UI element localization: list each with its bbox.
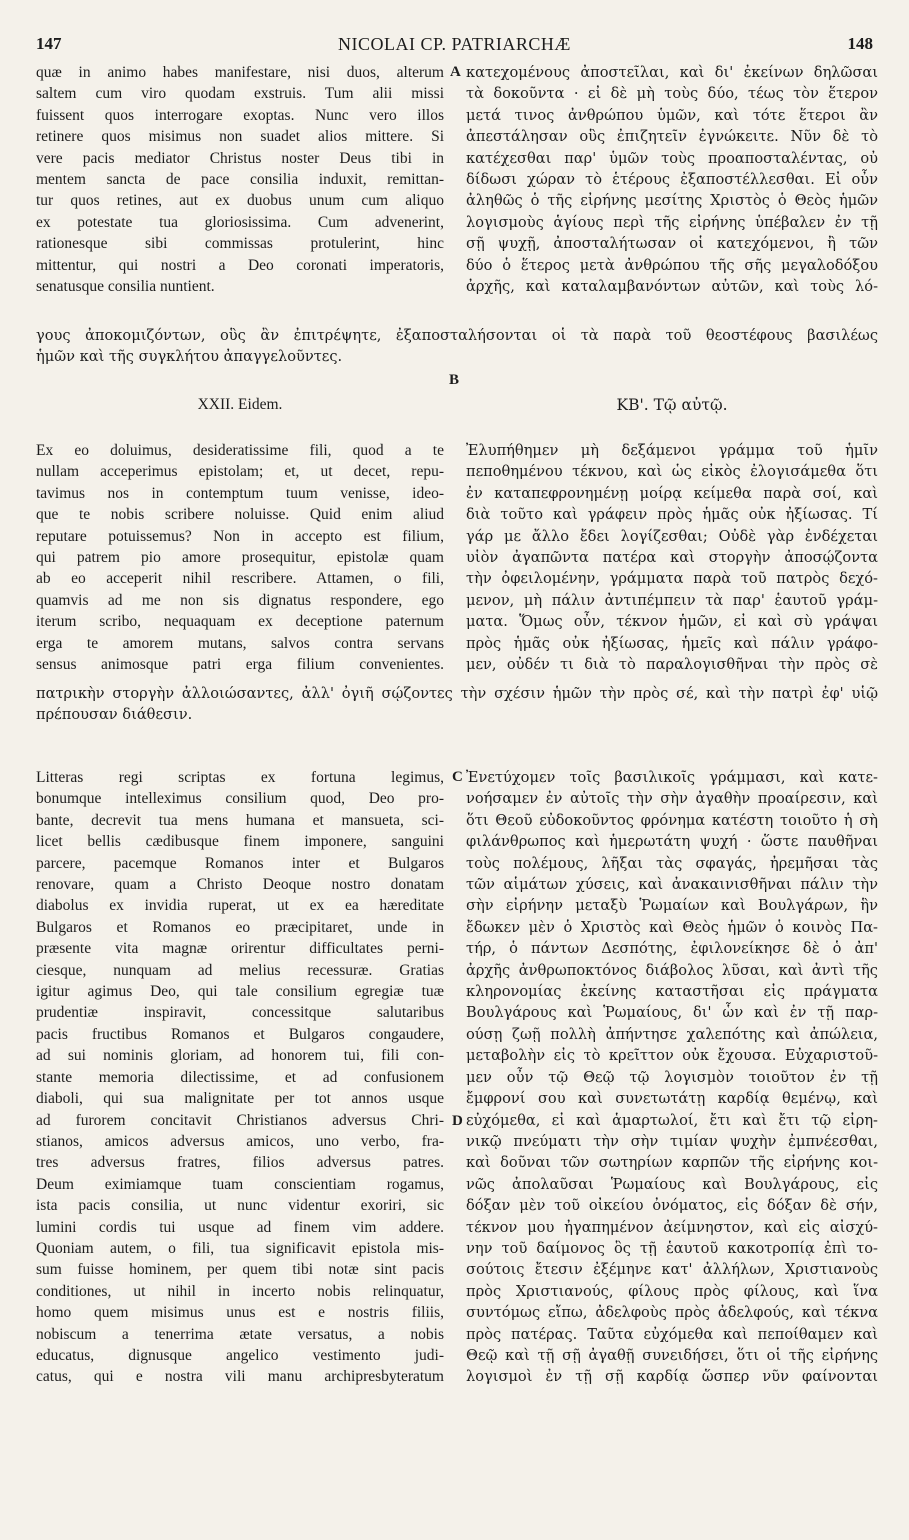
text-line: renovare, quam a Christo Deoque nostro donatam — [36, 876, 444, 894]
text-line: ἔμφρονί σου καὶ συνετωτάτῃ καρδίᾳ θεμένῳ, καὶ — [466, 1090, 878, 1108]
text-line: iterum scribo, nequaquam ex deceptione paternum — [36, 613, 444, 631]
text-line: educatus, dignusque angelico vestimento judi- — [36, 1346, 444, 1364]
text-line: μεν οὖν τῷ Θεῷ τῷ λογισμὸν τοιοῦτον ἐν τῇ — [466, 1068, 878, 1086]
text-line: κατεχομένους ἀποστεῖλαι, καὶ δι' ἐκείνων δηλῶσαι — [466, 64, 878, 81]
text-line: Quoniam autem, o fili, tua significavit epistola mis- — [36, 1239, 444, 1257]
text-line: senatusque consilia nuntient. — [36, 278, 215, 296]
text-line: πατρικὴν στοργὴν ἀλλοιώσαντες, ἀλλ' ὀγιῆ σῴζοντες τὴν σχέσιν ἡμῶν τὴν πρὸς σέ, καὶ τὴν πατρὶ ἐφ' υἱῷ — [36, 685, 878, 702]
text-line: ἀληθῶς ὁ τῆς εἰρήνης μεσίτης Χριστὸς ὁ Θεὸς ἡμῶν — [466, 192, 878, 210]
text-line: λογισμοὺς ἁγίους περὶ τῆς εἰρήνης ὑπέβαλεν ἐν τῇ — [466, 213, 878, 231]
text-line: bante, decrevit tua mens humana et mansueta, sci- — [36, 811, 444, 829]
margin-marker-c: C — [452, 769, 463, 785]
latin-column-block-3 — [36, 767, 444, 1388]
text-line: tres adversus fratres, filios adversus patres. — [36, 1154, 444, 1172]
text-line: ciesque, nunquam ad melius recessuræ. Gratias — [36, 961, 444, 979]
text-line: homo quem misimus unus est e nostris filiis, — [36, 1304, 444, 1322]
text-line: σούτοις ἔτεσιν ἐξέμηνε κατ' ἀλλήλων, Χριστιανοὺς — [466, 1261, 878, 1279]
latin-column-block-2 — [36, 440, 444, 675]
text-line: νῶς ἀπολαῦσαι Ῥωμαίους καὶ Βουλγάρους, εἰς — [466, 1175, 878, 1193]
greek-column-block-2 — [466, 440, 878, 675]
text-line: ματα. Ὅμως οὖν, τέκνον ἡμῶν, εἰ καὶ σὺ γράψαι — [466, 613, 878, 631]
text-line: reputare potuissemus? Non in accepto est filium, — [36, 527, 444, 545]
text-line: ad furorem concitavit Christianos adversus Chri- — [36, 1111, 444, 1129]
page-number-left: 147 — [36, 34, 62, 53]
text-line: Ἐλυπήθημεν μὴ δεξάμενοι γράμμα τοῦ ἡμῖν — [466, 442, 878, 459]
text-line: saltem cum viro quodam exstruis. Tum alii missi — [36, 85, 444, 103]
text-line: σὴν εἰρήνην μεταξὺ Ῥωμαίων καὶ Βουλγάρων, ἣν — [466, 897, 878, 915]
text-line: nullam acceperimus epistolam; et, ut decet, repu- — [36, 463, 444, 481]
text-line: erga te amorem mutans, salvos contra servans — [36, 634, 444, 652]
text-line: mentem sancta de pace consilia induxit, remittan- — [36, 171, 444, 189]
text-line: retinere quos misimus non suadet alios mittere. Si — [36, 128, 444, 146]
text-line: Θεῷ καὶ τῇ σῇ ἀγαθῇ συνειδήσει, ὅτι οἱ τῆς εἰρήνης — [466, 1346, 878, 1364]
text-line: tavimus nos in contemptum tuum venisse, ideo- — [36, 484, 444, 502]
text-line: δίδωσι χώραν τὸ ἑτέρους ἐξαποστέλλεσθαι. Εἰ οὖν — [466, 171, 878, 189]
text-line: stante memoria dilectissime, et ad confusionem — [36, 1068, 444, 1086]
text-line: ex potestate tua gloriosissima. Cum advenerint, — [36, 213, 444, 231]
greek-section-heading: ΚΒ'. Τῷ αὐτῷ. — [616, 396, 728, 414]
text-line: lumini cordis tui usque ad finem vim addere. — [36, 1218, 444, 1236]
text-line: εὐχόμεθα, εἰ καὶ ἁμαρτωλοί, ἔτι καὶ ἔτι τῷ εἰρη- — [466, 1111, 878, 1129]
text-line: vere pacis mediator Christus noster Deus tibi in — [36, 149, 444, 167]
text-line: Litteras regi scriptas ex fortuna legimus, — [36, 769, 444, 786]
text-line: licet bellis cædibusque finem imponere, sanguini — [36, 833, 444, 851]
text-line: καὶ δοῦναι τῶν σωτηρίων καρπῶν τῆς εἰρήνης κοι- — [466, 1154, 878, 1172]
text-line: Deum eximiamque tuam conscientiam rogamus, — [36, 1175, 444, 1193]
text-line: κληρονομίας ἐκείνης καταστῆσαι εἰς πράγματα — [466, 983, 878, 1001]
text-line: γάρ με ἄλλο ἔδει λογίζεσθαι; Οὐδὲ γὰρ ἐνδέχεται — [466, 527, 878, 545]
text-line: quamvis ad me non sis dignatus respondere, ego — [36, 591, 444, 609]
text-line: ἐν καταπεφρονημένῃ μοίρᾳ κείμεθα παρὰ σοί, καὶ — [466, 484, 878, 502]
text-line: μεταβολὴν εἰς τὸ κρεῖττον οὐκ ἔχουσα. Εὐχαριστοῦ- — [466, 1047, 878, 1065]
text-line: quæ in animo habes manifestare, nisi duos, alterum — [36, 64, 444, 81]
text-line: Ἐνετύχομεν τοῖς βασιλικοῖς γράμμασι, καὶ κατε- — [466, 769, 878, 786]
text-line: nobiscum a tenerrima ætate versatus, a nobis — [36, 1325, 444, 1343]
text-line: rationesque sibi commissas protulerint, hinc — [36, 235, 444, 253]
text-line: igitur agimus Deo, qui tale consilium egregiæ tuæ — [36, 983, 444, 1001]
text-line: πρὸς Χριστιανούς, φίλους πρὸς φίλους, καὶ ἵνα — [466, 1282, 878, 1300]
text-line: συντόμως εἴπω, ἀδελφοὺς πρὸς ἀδελφούς, καὶ τέκνα — [466, 1304, 878, 1322]
text-line: τὰ δοκοῦντα · εἰ δὲ μὴ τοὺς δύο, τέως τὸν ἕτερον — [466, 85, 878, 103]
text-line: κατέχεσθαι παρ' ὑμῶν τοὺς προαποσταλέντας, οὐ — [466, 149, 878, 167]
text-line: fuissent quos interrogare exoptas. Nunc vero illos — [36, 106, 444, 124]
margin-marker-b: B — [449, 372, 460, 388]
text-line: νικῷ πνεύματι τὴν σὴν τιμίαν ψυχὴν ἐμπνέεσθαι, — [466, 1132, 878, 1150]
margin-marker-d: D — [452, 1113, 463, 1129]
text-line: τὴν ὀφειλομένην, γράμματα παρὰ τοῦ πατρὸς δεχό- — [466, 570, 878, 588]
text-line: præsente vita magnæ orirentur difficultates perni- — [36, 940, 444, 958]
text-line: πεποθημένου τέκνου, καὶ ὡς εἰκὸς ἐλογισάμεθα ὅτι — [466, 463, 878, 481]
text-line: Bulgaros et Romanos eo præcipitaret, unde in — [36, 918, 444, 936]
text-line: γους ἀποκομιζόντων, οὓς ἂν ἐπιτρέψητε, ἐξαποσταλήσονται οἱ τὰ παρὰ τοῦ θεοστέφους βασιλέως — [36, 327, 878, 344]
text-line: catus, qui e nostra vili manu archipresbyteratum — [36, 1368, 444, 1386]
page-number-right: 148 — [847, 34, 873, 53]
text-line: ista pacis consilia, ut nunc videntur exoriri, sic — [36, 1197, 444, 1215]
text-line: πρὸς πατέρας. Ταῦτα εὐχόμεθα καὶ πεποίθαμεν καὶ — [466, 1325, 878, 1343]
text-line: σῇ ψυχῇ, ἀποσταλήτωσαν οἱ κατεχόμενοι, ἢ τῶν — [466, 235, 878, 253]
text-line: πρὸς ἡμᾶς οὐκ ἠξίωσας, ἡμεῖς καὶ πάλιν γράφο- — [466, 634, 878, 652]
text-line: διὰ τοῦτο καὶ γράφειν πρὸς ἡμᾶς οὐκ ἠξίωσας. Τί — [466, 506, 878, 524]
text-line: diaboli, qui sua malignitate per tot annos usque — [36, 1090, 444, 1108]
text-line: τῶν αἱμάτων χύσεις, καὶ ἀνακαινισθῆναι πάλιν τὴν — [466, 876, 878, 894]
text-line: ab eo acceperit nihil rescribere. Attamen, o fili, — [36, 570, 444, 588]
text-line: μετά τινος ἀνθρώπου ὑμῶν, καὶ τότε ἕτεροι ἂν — [466, 106, 878, 124]
greek-full-width-block-2 — [36, 683, 878, 726]
text-line: υἱὸν ἀγαπῶντα πατέρα καὶ στοργὴν ἀποσῴζοντα — [466, 549, 878, 567]
running-header — [36, 34, 873, 56]
text-line: qui patrem pio amore prosequitur, epistolæ quam — [36, 549, 444, 567]
text-line: ἔδωκεν μὲν ὁ Χριστὸς καὶ Θεὸς ἡμῶν ὁ κοινὸς Πα- — [466, 918, 878, 936]
greek-column-block-1 — [466, 62, 878, 297]
text-line: sensus animosque patri erga filium convenientes. — [36, 656, 444, 674]
text-line: τέκνον μου ἠγαπημένον ἀείμνηστον, καὶ εἰς αἰσχύ- — [466, 1218, 878, 1236]
margin-marker-a: A — [450, 64, 461, 80]
text-line: ad sui nominis gloriam, ad honorem tui, fili con- — [36, 1047, 444, 1065]
text-line: Ex eo doluimus, desideratissime fili, quod a te — [36, 442, 444, 459]
text-line: diabolus ex invidia ruperat, ut ex ea hæreditate — [36, 897, 444, 915]
text-line: ἡμῶν καὶ τῆς συγκλήτου ἀπαγγελοῦντες. — [36, 348, 343, 366]
text-line: λογισμοὶ ἐν τῇ σῇ καρδίᾳ ὥσπερ νῦν φαίνονται — [466, 1368, 878, 1386]
text-line: mittentur, qui nostri a Deo coronati imperatoris, — [36, 256, 444, 274]
text-line: que te nobis scribere noluisse. Quid enim aliud — [36, 506, 444, 524]
text-line: conditiones, ut nihil in incerto nobis relinquatur, — [36, 1282, 444, 1300]
text-line: stianos, amicos adversus amicos, uno verbo, fra- — [36, 1132, 444, 1150]
text-line: ούσῃ ζωῇ πολλὴ ἀπήντησε χαλεπότης καὶ ἀπώλεια, — [466, 1025, 878, 1043]
text-line: νην τοῦ δαίμονος ὃς τῇ ἑαυτοῦ κακοτροπίᾳ ἐπὶ το- — [466, 1239, 878, 1257]
text-line: parcere, pacemque Romanos inter et Bulgaros — [36, 854, 444, 872]
text-line: δόξαν μὲν τοῦ οἰκείου ὀνόματος, εἰς δόξαν δὲ σήν, — [466, 1197, 878, 1215]
text-line: μεν, οὐδέν τι διὰ τὸ παραλογισθῆναι τὴν πρὸς σὲ — [466, 656, 878, 674]
text-line: νοήσαμεν ἐν αὐτοῖς τὴν σὴν ἀγαθὴν προαίρεσιν, καὶ — [466, 790, 878, 808]
greek-full-width-block-1 — [36, 325, 878, 368]
running-title: NICOLAI CP. PATRIARCHÆ — [338, 34, 571, 54]
text-line: μενον, μὴ πάλιν ἀντιπέμπειν τὰ παρ' ἑαυτοῦ γράμ- — [466, 591, 878, 609]
text-line: τήρ, ὁ πάντων Δεσπότης, ἐφιλονείκησε δὲ ὁ ἀπ' — [466, 940, 878, 958]
text-line: ἀρχῆς ἀνθρωποκτόνος διάβολος λῦσαι, καὶ ἀντὶ τῆς — [466, 961, 878, 979]
latin-section-heading: XXII. Eidem. — [197, 396, 283, 413]
text-line: pacis fructibus Romanos et Bulgaros congaudere, — [36, 1025, 444, 1043]
text-line: ὅτι Θεοῦ εὐδοκοῦντος φρόνημα κατέστη τοιοῦτο ἡ σὴ — [466, 811, 878, 829]
text-line: φιλάνθρωπος καὶ ἡμερωτάτη ψυχή · ὥστε παυθῆναι — [466, 833, 878, 851]
latin-column-block-1 — [36, 62, 444, 297]
text-line: δύο ὁ ἕτερος μετὰ ἀνθρώπου τῆς σῆς μεγαλοδόξου — [466, 256, 878, 274]
text-line: ἀρχῆς, καὶ καταλαμβανόντων αὐτῶν, καὶ τοὺς λό- — [466, 278, 878, 296]
text-line: τοὺς πολέμους, λῆξαι τὰς σφαγάς, ἠρεμῆσαι τὰς — [466, 854, 878, 872]
text-line: bonumque intelleximus consilium quod, Deo pro- — [36, 790, 444, 808]
text-line: πρέπουσαν διάθεσιν. — [36, 706, 193, 724]
text-line: sum fuisse hominem, per quem tibi notæ sint pacis — [36, 1261, 444, 1279]
greek-column-block-3 — [466, 767, 878, 1388]
text-line: Βουλγάρους καὶ Ῥωμαίους, δι' ὧν καὶ ἐν τῇ παρ- — [466, 1004, 878, 1022]
text-line: tur quos retines, aut ex duobus unum cum aliquo — [36, 192, 444, 210]
text-line: prudentiæ inspiravit, concessitque salutaribus — [36, 1004, 444, 1022]
text-line: ἀπεστάλησαν οὓς ἐπιζητεῖν ἐγνώκειτε. Νῦν δὲ τὸ — [466, 128, 878, 146]
